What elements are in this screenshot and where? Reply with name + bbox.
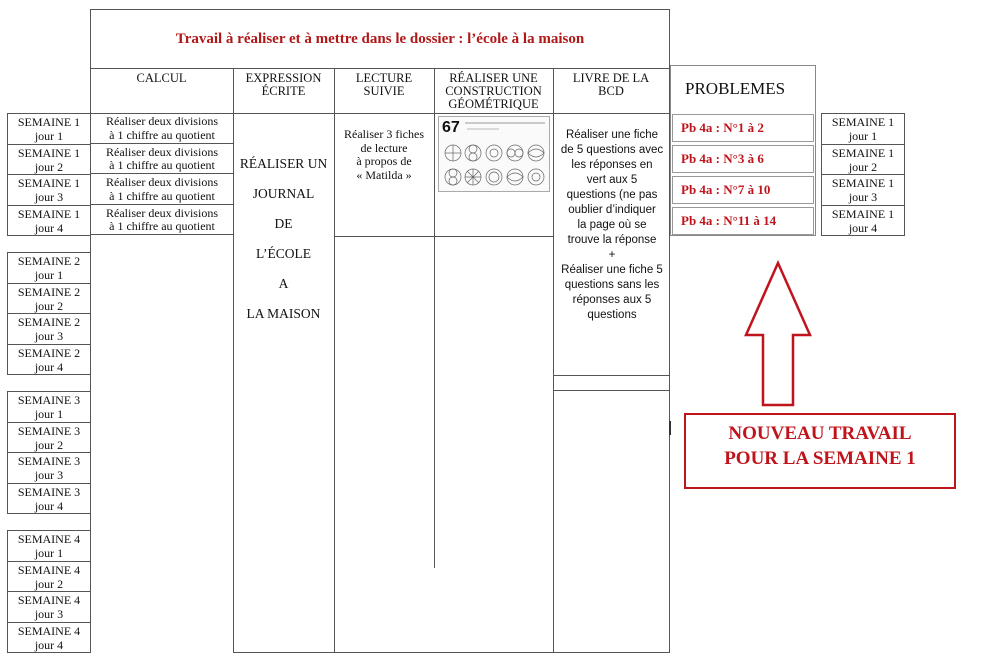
day-cell — [7, 391, 91, 423]
expression-line: JOURNAL — [252, 186, 315, 201]
day-week: SEMAINE 2 — [17, 345, 81, 360]
edge-mark — [669, 421, 671, 435]
bcd-line: questions (ne pas — [566, 189, 658, 201]
day-week: SEMAINE 3 — [17, 393, 81, 407]
day-cell — [7, 591, 91, 623]
day-week: SEMAINE 4 — [17, 593, 81, 607]
column-header-expression — [233, 68, 334, 98]
calcul-line: Réaliser deux divisions — [106, 114, 218, 128]
title-box — [90, 9, 670, 69]
lecture-text — [334, 128, 434, 182]
day-number: jour 4 — [34, 359, 64, 374]
column-header-expression-text: EXPRESSION ÉCRITE — [245, 71, 322, 98]
day-cell — [7, 283, 91, 315]
day-number: jour 4 — [34, 498, 64, 513]
bcd-line: Réaliser une fiche — [565, 129, 659, 141]
bcd-line: trouve la réponse — [567, 234, 657, 246]
bcd-line: les réponses en — [571, 159, 653, 171]
rosace-figures — [439, 117, 551, 193]
calcul-task — [91, 174, 233, 205]
day-week: SEMAINE 1 — [17, 115, 81, 129]
day-cell — [7, 174, 91, 206]
day-cell — [7, 252, 91, 284]
calcul-line: à 1 chiffre au quotient — [109, 219, 215, 233]
day-number: jour 2 — [34, 437, 64, 452]
day-week: SEMAINE 2 — [17, 284, 81, 299]
day-week: SEMAINE 1 — [831, 206, 895, 221]
day-cell — [7, 113, 91, 145]
expression-line: L’ÉCOLE — [256, 246, 311, 261]
day-week: SEMAINE 4 — [17, 562, 81, 577]
day-number: jour 2 — [848, 159, 878, 174]
bcd-line: Réaliser une fiche 5 — [561, 264, 663, 276]
day-week: SEMAINE 3 — [17, 423, 81, 438]
day-number: jour 3 — [848, 190, 878, 204]
day-number: jour 1 — [848, 129, 878, 143]
bcd-line: réponses aux 5 — [572, 294, 652, 306]
day-week: SEMAINE 1 — [17, 145, 81, 160]
column-header-lecture — [334, 68, 434, 98]
day-cell — [7, 205, 91, 237]
lecture-line: « Matilda » — [356, 167, 412, 182]
bcd-line: oublier d’indiquer — [568, 204, 656, 216]
expression-line: DE — [274, 216, 293, 231]
day-week: SEMAINE 1 — [17, 176, 81, 190]
column-header-bcd-text: LIVRE DE LA BCD — [572, 71, 650, 98]
bcd-line: questions sans les — [564, 279, 660, 291]
day-number: jour 3 — [34, 468, 64, 482]
day-week: SEMAINE 3 — [17, 484, 81, 499]
calcul-line: Réaliser deux divisions — [106, 175, 218, 189]
right-day-cell — [821, 113, 905, 145]
lecture-line: Réaliser 3 fiches — [344, 127, 424, 141]
day-number: jour 3 — [34, 190, 64, 204]
column-header-bcd — [553, 68, 669, 98]
day-week: SEMAINE 1 — [831, 145, 895, 160]
day-number: jour 2 — [34, 576, 64, 591]
page-title: Travail à réaliser et à mettre dans le dossier : l’école à la maison — [175, 31, 585, 47]
bcd-text — [555, 128, 669, 323]
day-week: SEMAINE 1 — [831, 176, 895, 190]
calcul-line: à 1 chiffre au quotient — [109, 158, 215, 172]
problems-header: PROBLEMES — [685, 79, 786, 98]
bcd-line: questions — [587, 309, 637, 321]
day-cell — [7, 561, 91, 593]
column-header-geometry — [434, 68, 553, 111]
right-day-cell — [821, 144, 905, 176]
new-work-notice — [684, 413, 956, 489]
expression-line: A — [278, 276, 289, 291]
day-number: jour 2 — [34, 159, 64, 174]
right-day-cell — [821, 174, 905, 206]
day-cell — [7, 530, 91, 562]
up-arrow-icon — [742, 260, 814, 408]
day-week: SEMAINE 3 — [17, 454, 81, 468]
column-header-lecture-text: LECTURE SUIVIE — [355, 71, 413, 98]
calcul-task — [91, 144, 233, 175]
day-week: SEMAINE 1 — [17, 206, 81, 221]
bcd-line: de 5 questions avec — [560, 144, 664, 156]
day-number: jour 4 — [34, 220, 64, 235]
expression-line: LA MAISON — [246, 306, 321, 321]
day-week: SEMAINE 1 — [831, 115, 895, 129]
day-cell — [7, 483, 91, 515]
day-week: SEMAINE 4 — [17, 532, 81, 546]
column-header-geometry-text: RÉALISER UNE CONSTRUCTION GÉOMÉTRIQUE — [445, 71, 542, 111]
new-work-line: NOUVEAU TRAVAIL — [728, 423, 912, 444]
day-number: jour 4 — [848, 220, 878, 235]
calcul-line: Réaliser deux divisions — [106, 205, 218, 220]
bcd-line: + — [608, 249, 616, 261]
new-work-line: POUR LA SEMAINE 1 — [724, 448, 916, 469]
expression-text — [233, 154, 334, 324]
day-number: jour 2 — [34, 298, 64, 313]
geometry-number: 67 — [442, 119, 460, 136]
day-cell — [7, 422, 91, 454]
problem-item: Pb 4a : N°7 à 10 — [672, 176, 814, 204]
calcul-task — [91, 113, 233, 144]
day-number: jour 3 — [34, 607, 64, 621]
expression-line: RÉALISER UN — [239, 156, 328, 171]
problem-item: Pb 4a : N°3 à 6 — [672, 145, 814, 173]
calcul-line: à 1 chiffre au quotient — [109, 127, 215, 142]
day-cell — [7, 452, 91, 484]
problem-item: Pb 4a : N°1 à 2 — [672, 114, 814, 142]
bcd-line: vert aux 5 — [586, 174, 638, 186]
day-week: SEMAINE 2 — [17, 254, 81, 268]
day-number: jour 3 — [34, 329, 64, 343]
calcul-line: à 1 chiffre au quotient — [109, 188, 215, 203]
day-cell — [7, 144, 91, 176]
lecture-line: de lecture — [360, 140, 408, 155]
lecture-line: à propos de — [356, 154, 412, 168]
day-number: jour 1 — [34, 129, 64, 143]
day-cell — [7, 622, 91, 654]
calcul-task — [91, 205, 233, 236]
bcd-line: la page où se — [577, 219, 647, 231]
day-number: jour 1 — [34, 407, 64, 421]
problem-item: Pb 4a : N°11 à 14 — [672, 207, 814, 235]
right-day-cell — [821, 205, 905, 237]
column-header-calcul: CALCUL — [136, 71, 187, 85]
day-week: SEMAINE 4 — [17, 623, 81, 638]
day-number: jour 1 — [34, 268, 64, 282]
calcul-line: Réaliser deux divisions — [106, 144, 218, 159]
day-cell — [7, 313, 91, 345]
day-number: jour 1 — [34, 546, 64, 560]
day-cell — [7, 344, 91, 376]
day-number: jour 4 — [34, 637, 64, 652]
day-week: SEMAINE 2 — [17, 315, 81, 329]
geometry-worksheet-thumbnail — [438, 116, 550, 192]
